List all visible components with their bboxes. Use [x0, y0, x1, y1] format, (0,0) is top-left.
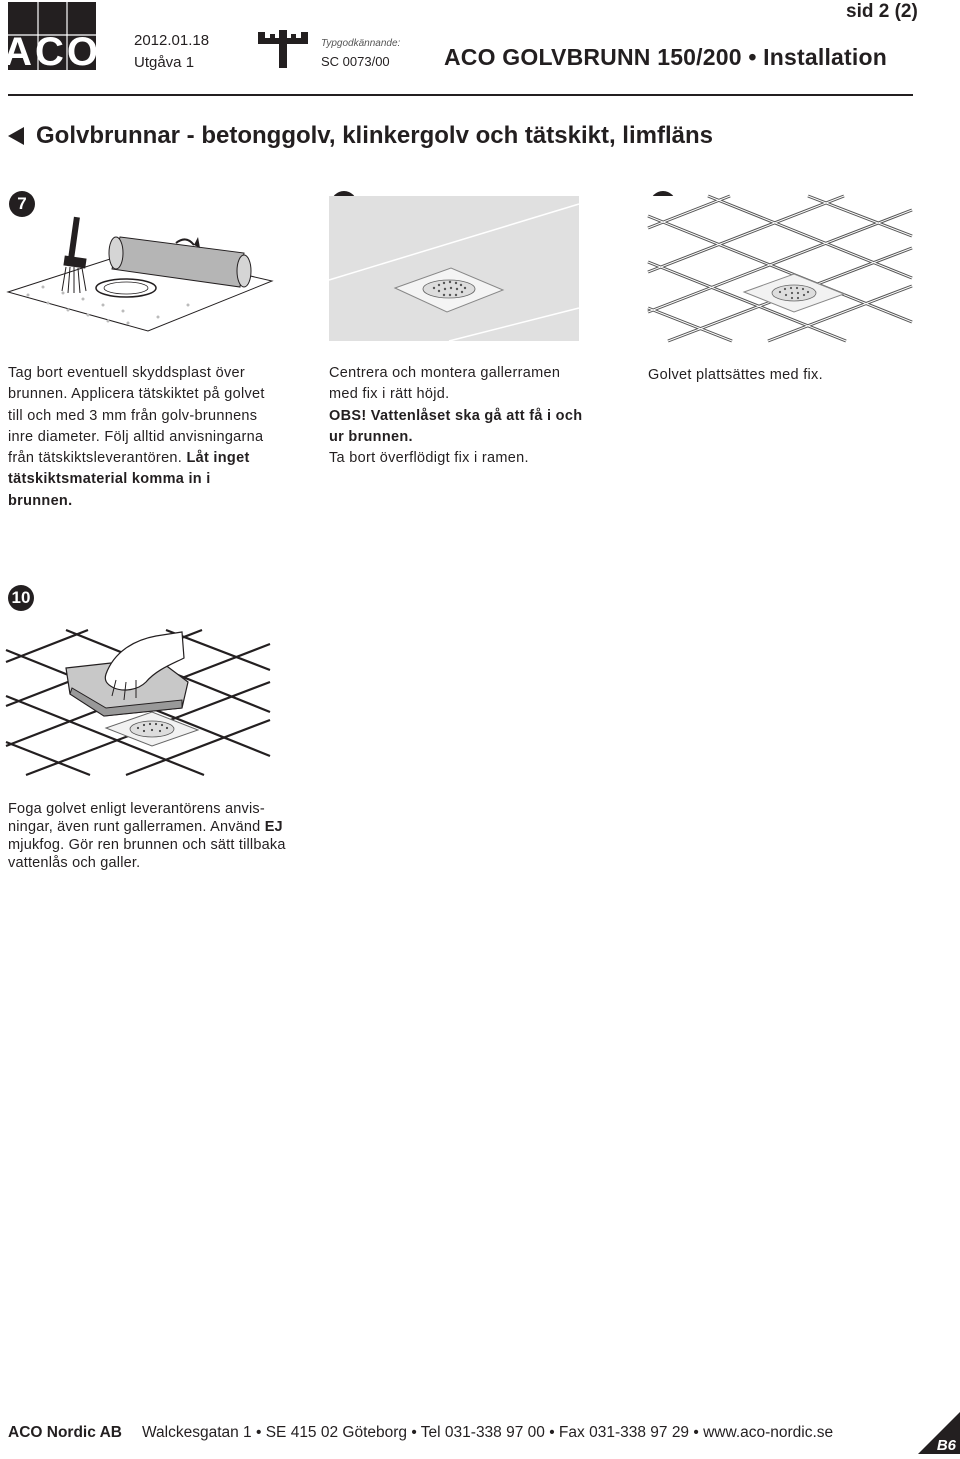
step-9-text: Golvet plattsättes med fix. [648, 367, 823, 383]
step-8-text-line-3: Ta bort överflödigt fix i ramen. [329, 450, 529, 467]
header-divider [8, 94, 913, 96]
step-10-text-emphasis: EJ [264, 819, 283, 835]
step-7-text-bold: Låt inget tätskiktsmaterial komma in i brunnen. [8, 450, 250, 509]
step-10-text-part-3: mjukfog. Gör ren brunnen och sätt tillbaka vattenlås och galler. [8, 837, 286, 871]
svg-text:B6: B6 [936, 1437, 956, 1454]
step-10-text-part-1: Foga golvet enligt leverantörens anvis-ningar, även runt gallerramen. Använd [8, 801, 265, 835]
step-8-text-warning: OBS! Vattenlåset ska gå att få i och ur brunnen. [329, 407, 583, 445]
document-title: ACO GOLVBRUNN 150/200 • Installation [444, 44, 887, 70]
footer-address: Walckesgatan 1 • SE 415 02 Göteborg • Tel 031-338 97 00 • Fax 031-338 97 29 • www.aco-nordic.se [141, 1424, 834, 1441]
step-7-illustration [8, 195, 274, 335]
footer-company: ACO Nordic AB [8, 1424, 122, 1441]
header-date-block [134, 30, 209, 74]
step-10-illustration [6, 630, 270, 775]
page-number: sid 2 (2) [846, 1, 918, 22]
step-7-number: 7 [9, 191, 35, 217]
section-heading [8, 122, 713, 150]
step-10-number: 10 [8, 585, 34, 611]
step-7-text-normal: Tag bort eventuell skyddsplast över brunnen. Applicera tätskiktet på golvet till och med 3 mm från golv-brunnens inre diameter. Följ alltid anvisningarna från tätskiktsleverantören. [8, 365, 265, 467]
aco-logo [3, 2, 101, 74]
step-8-text [329, 363, 589, 469]
section-title: Golvbrunnar - betonggolv, klinkergolv och tätskikt, limfläns [36, 122, 713, 149]
step-9-illustration [648, 196, 912, 341]
step-8-text-line-1: Centrera och montera gallerramen med fix i rätt höjd. [329, 365, 561, 403]
svg-text:ACO: ACO [3, 30, 101, 74]
step-10-text [8, 800, 288, 872]
step-7-text [8, 363, 278, 512]
header-date: 2012.01.18 [134, 32, 210, 49]
back-triangle-icon [8, 127, 24, 145]
page-code-badge [918, 1412, 960, 1454]
header-edition: Utgåva 1 [134, 54, 195, 71]
approval-label: Typgodkännande: [321, 38, 401, 49]
approval-code: SC 0073/00 [321, 54, 390, 69]
step-8-illustration [329, 196, 579, 341]
footer [8, 1424, 833, 1442]
approval-mark-icon [258, 30, 308, 73]
